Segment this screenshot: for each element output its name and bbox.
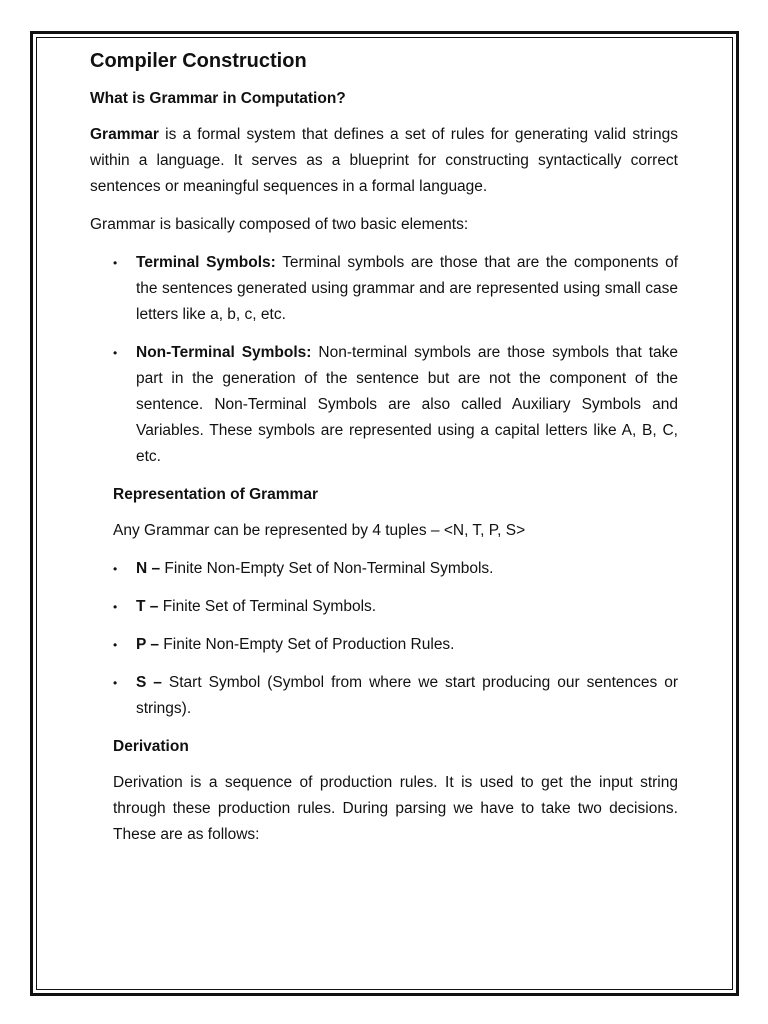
bullet-icon: •: [113, 600, 118, 614]
list-item-non-terminal: [90, 340, 678, 470]
list-item-term: S –: [136, 674, 162, 691]
list-item-text: Terminal symbols are those that are the components of the sentences generated using grammar and are represented using small case letters like a, b, c, etc.: [136, 254, 678, 323]
list-item-tuple-n: [90, 556, 678, 582]
list-item-text: Finite Non-Empty Set of Production Rules.: [159, 636, 455, 653]
intro-bold-term: Grammar: [90, 126, 159, 143]
bullet-icon: •: [113, 346, 118, 360]
section-heading-derivation: Derivation: [113, 738, 189, 755]
intro-paragraph: [90, 122, 678, 200]
derivation-paragraph: Derivation is a sequence of production rules. It is used to get the input string through these production rules. During parsing we have to take two decisions. These are as follows:: [113, 774, 678, 843]
bullet-icon: •: [113, 256, 118, 270]
list-item-tuple-t: [90, 594, 678, 620]
bullet-icon: •: [113, 638, 118, 652]
section-heading-grammar: What is Grammar in Computation?: [90, 90, 346, 107]
list-item-tuple-p: [90, 632, 678, 658]
list-item-terminal: [90, 250, 678, 328]
list-item-text: Finite Set of Terminal Symbols.: [158, 598, 377, 615]
representation-line: Any Grammar can be represented by 4 tuples – <N, T, P, S>: [113, 522, 526, 539]
list-item-text: Start Symbol (Symbol from where we start producing our sentences or strings).: [136, 674, 678, 717]
section-heading-representation: Representation of Grammar: [113, 486, 318, 503]
list-item-term: N –: [136, 560, 161, 577]
list-item-term: Non-Terminal Symbols:: [136, 344, 312, 361]
document-body: [90, 46, 678, 860]
list-item-term: P –: [136, 636, 159, 653]
list-item-term: T –: [136, 598, 159, 615]
tuples-list: [90, 556, 678, 722]
list-item-term: Terminal Symbols:: [136, 254, 276, 271]
list-item-text: Non-terminal symbols are those symbols that take part in the generation of the sentence but are not the component of the sentence. Non-Terminal Symbols are also called Auxiliary Symbols and Variables. These symbols are represented using a capital letters like A, B, C, etc.: [136, 344, 678, 465]
bullet-icon: •: [113, 676, 118, 690]
intro-text: is a formal system that defines a set of rules for generating valid strings within a language. It serves as a blueprint for constructing syntactically correct sentences or meaningful sequences in a formal language.: [90, 126, 678, 195]
list-item-tuple-s: [90, 670, 678, 722]
list-item-text: Finite Non-Empty Set of Non-Terminal Symbols.: [160, 560, 494, 577]
composition-line: Grammar is basically composed of two basic elements:: [90, 216, 469, 233]
document-title: Compiler Construction: [90, 50, 307, 72]
bullet-icon: •: [113, 562, 118, 576]
elements-list: [90, 250, 678, 470]
